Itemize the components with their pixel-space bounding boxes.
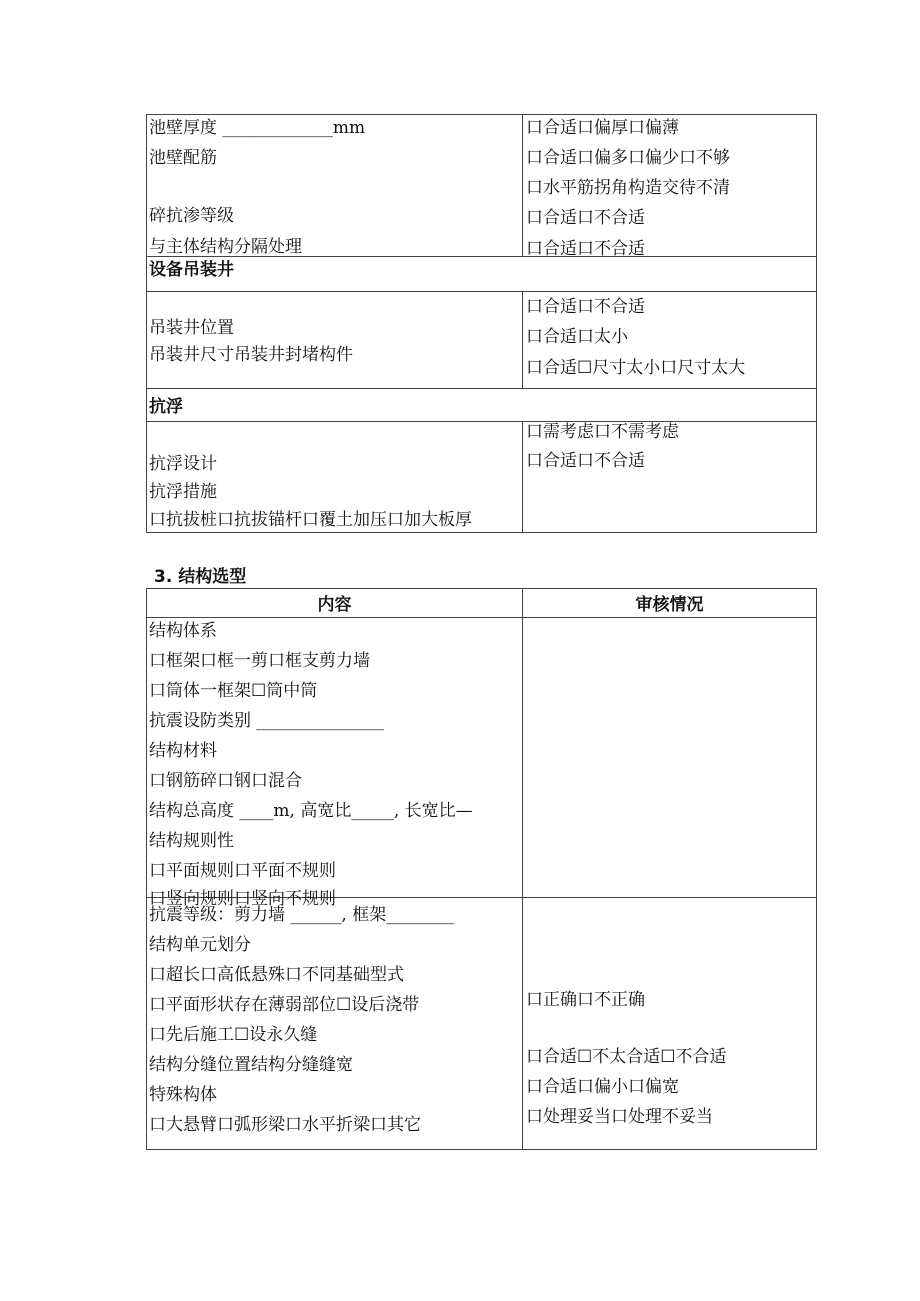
- text-unit-division: 结构单元划分: [149, 935, 251, 955]
- checkbox-option-text: 口水平筋拐角构造交待不清: [526, 178, 730, 198]
- text-wall-thickness: 池壁厚度 _____________mm: [149, 118, 366, 138]
- row-divider: [146, 291, 817, 292]
- cell-structure-system: [147, 618, 521, 909]
- checkbox-option-text: 口需考虑口不需考虑: [526, 422, 679, 442]
- checkbox-option-text: 口正确口不正确: [526, 990, 645, 1010]
- column-header-review: 审核情况: [635, 595, 704, 615]
- text-anti-floating-options: 口抗拔桩口抗拔锚杆口覆土加压口加大板厚: [149, 510, 472, 530]
- column-divider: [522, 421, 523, 533]
- checkbox-option-text: 口处理妥当口处理不妥当: [526, 1107, 713, 1127]
- section-title-anti-floating: 抗浮: [149, 397, 183, 417]
- text-vertical-regularity: 口竖向规则口竖向不规则: [149, 889, 336, 909]
- cell-wall-left: [147, 115, 521, 256]
- column-divider: [522, 291, 523, 389]
- column-header-content: 内容: [317, 595, 352, 615]
- text-special-options: 口大悬臂口弧形梁口水平折梁口其它: [149, 1115, 421, 1135]
- text-hoist-size: 吊装井尺寸吊装井封堵构件: [149, 345, 353, 365]
- text-plan-regularity: 口平面规则口平面不规则: [149, 861, 336, 881]
- checkbox-option-text: 口合适口偏小口偏宽: [526, 1077, 679, 1097]
- checkbox-option-text: 口合适口不合适: [526, 208, 645, 228]
- text-structure-options: 口框架口框一剪口框支剪力墙: [149, 651, 370, 671]
- checkbox-option-text: 口合适口不合适: [526, 451, 645, 471]
- checkbox-option-text: 口合适☐不太合适☐不合适: [526, 1047, 727, 1067]
- text-special-body: 特殊构体: [149, 1085, 217, 1105]
- text-anti-floating-measures: 抗浮措施: [149, 482, 217, 502]
- text-weak-parts: 口平面形状存在薄弱部位☐设后浇带: [149, 995, 420, 1015]
- text-structure-system: 结构体系: [149, 621, 217, 641]
- text-joint-position: 结构分缝位置结构分缝缝宽: [149, 1055, 353, 1075]
- column-divider: [522, 588, 523, 1150]
- text-wall-rebar: 池壁配筋: [149, 148, 217, 168]
- text-separation-treatment: 与主体结构分隔处理: [149, 237, 302, 257]
- text-impermeability-grade: 碎抗渗等级: [149, 206, 234, 226]
- section-heading-structure-selection: 3. 结构选型: [154, 567, 247, 587]
- checkbox-option-text: 口合适口不合适: [526, 297, 645, 317]
- text-regularity: 结构规则性: [149, 831, 234, 851]
- text-seismic-grade: 抗震等级：剪力墙 ______, 框架________: [149, 905, 455, 925]
- text-anti-floating-design: 抗浮设计: [149, 454, 217, 474]
- row-divider: [146, 388, 817, 389]
- text-construction-joint: 口先后施工☐设永久缝: [149, 1025, 318, 1045]
- text-tube-options: 口筒体一框架☐筒中筒: [149, 681, 318, 701]
- cell-wall-right: [523, 115, 816, 259]
- text-division-options: 口超长口高低悬殊口不同基础型式: [149, 965, 404, 985]
- checkbox-option-text: 口合适口不合适: [526, 239, 645, 259]
- section-title-hoist-shaft: 设备吊装井: [149, 260, 234, 280]
- row-divider: [146, 421, 817, 422]
- text-hoist-position: 吊装井位置: [149, 318, 234, 338]
- text-total-height: 结构总高度 ____m, 高宽比_____, 长宽比—: [149, 801, 473, 821]
- text-material-options: 口钢筋碎口钢口混合: [149, 771, 302, 791]
- text-seismic-category: 抗震设防类别 _______________: [149, 711, 384, 731]
- checkbox-option-text: 口合适口偏厚口偏薄: [526, 118, 679, 138]
- checkbox-option-text: 口合适口太小: [526, 327, 628, 347]
- checkbox-option-text: 口合适☐尺寸太小口尺寸太大: [526, 358, 746, 378]
- text-structure-material: 结构材料: [149, 741, 217, 761]
- checkbox-option-text: 口合适口偏多口偏少口不够: [526, 148, 730, 168]
